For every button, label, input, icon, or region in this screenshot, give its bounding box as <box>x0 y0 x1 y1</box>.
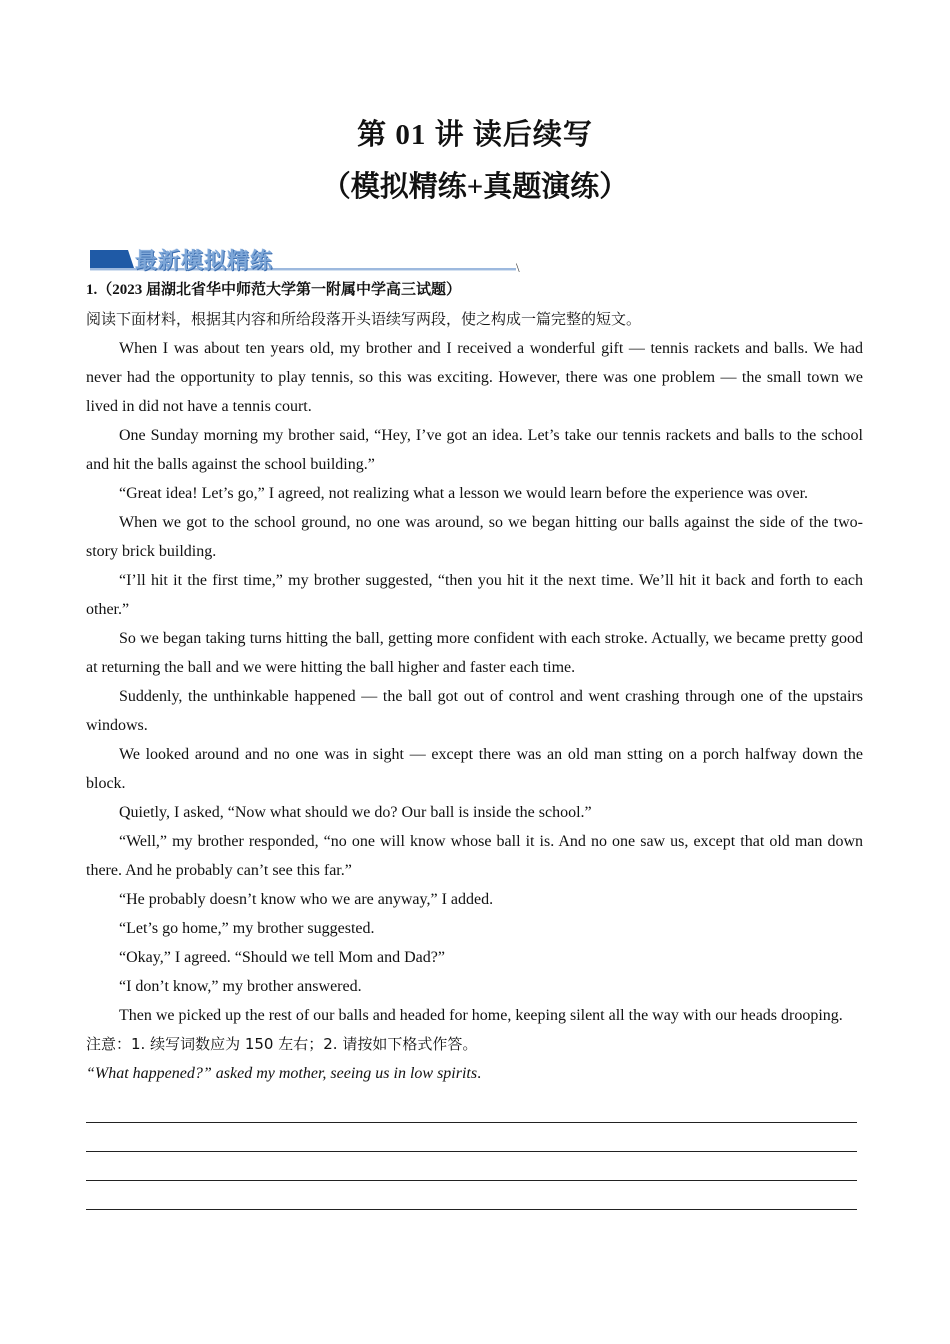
question-heading: 1.（2023 届湖北省华中师范大学第一附属中学高三试题） <box>86 282 462 298</box>
answer-lines <box>86 1094 863 1210</box>
answer-line[interactable] <box>86 1094 857 1123</box>
question-instruction: 阅读下面材料，根据其内容和所给段落开头语续写两段，使之构成一篇完整的短文。 <box>86 310 642 328</box>
continuation-opening <box>86 1059 863 1088</box>
passage-paragraph: “He probably doesn’t know who we are anyway,” I added. <box>119 891 494 908</box>
writing-note: 注意：1. 续写词数应为 150 左右；2. 请按如下格式作答。 <box>86 1035 478 1053</box>
question-body <box>86 276 863 1210</box>
passage-paragraph: “Okay,” I agreed. “Should we tell Mom and Dad?” <box>119 949 445 966</box>
banner-label: 最新模拟精练 <box>135 248 274 273</box>
passage-paragraph: Quietly, I asked, “Now what should we do? Our ball is inside the school.” <box>119 804 592 821</box>
passage-paragraph: We looked around and no one was in sight — except there was an old man stting on a porch halfway down the block. <box>86 746 863 792</box>
passage-paragraph: When I was about ten years old, my brother and I received a wonderful gift — tennis rackets and balls. We had never had the opportunity to play tennis, so this was exciting. However, there was one problem — the small town we lived in did not have a tennis court. <box>86 340 863 415</box>
answer-line[interactable] <box>86 1123 857 1152</box>
page-title: 第 01 讲 读后续写 <box>357 119 593 151</box>
banner-marker: \ <box>516 260 520 275</box>
passage-paragraph: “Let’s go home,” my brother suggested. <box>119 920 375 937</box>
passage <box>86 334 863 1030</box>
passage-paragraph: One Sunday morning my brother said, “Hey, I’ve got an idea. Let’s take our tennis rackets and balls to the school and hit the balls against the school building.” <box>86 427 863 473</box>
passage-paragraph: “I don’t know,” my brother answered. <box>119 978 362 995</box>
opening-sentence: “What happened?” asked my mother, seeing us in low spirits <box>86 1065 478 1082</box>
answer-line[interactable] <box>86 1152 857 1181</box>
passage-paragraph: “Great idea! Let’s go,” I agreed, not realizing what a lesson we would learn before the experience was over. <box>119 485 809 502</box>
passage-paragraph: Suddenly, the unthinkable happened — the ball got out of control and went crashing through one of the upstairs windows. <box>86 688 863 734</box>
passage-paragraph: So we began taking turns hitting the ball, getting more confident with each stroke. Actually, we became pretty good at returning the ball and we were hitting the ball higher and faster each time. <box>86 630 863 676</box>
passage-paragraph: “Well,” my brother responded, “no one will know whose ball it is. And no one saw us, except that old man down there. And he probably can’t see this far.” <box>86 833 863 879</box>
passage-paragraph: “I’ll hit it the first time,” my brother suggested, “then you hit it the next time. We’ll hit it back and forth to each other.” <box>86 572 863 618</box>
opening-period: . <box>477 1065 482 1082</box>
answer-line[interactable] <box>86 1181 857 1210</box>
page-subtitle: （模拟精练+真题演练） <box>321 171 629 203</box>
passage-paragraph: When we got to the school ground, no one was around, so we began hitting our balls against the side of the two-story brick building. <box>86 514 863 560</box>
section-banner <box>88 244 518 274</box>
passage-paragraph: Then we picked up the rest of our balls and headed for home, keeping silent all the way with our heads drooping. <box>119 1007 843 1024</box>
